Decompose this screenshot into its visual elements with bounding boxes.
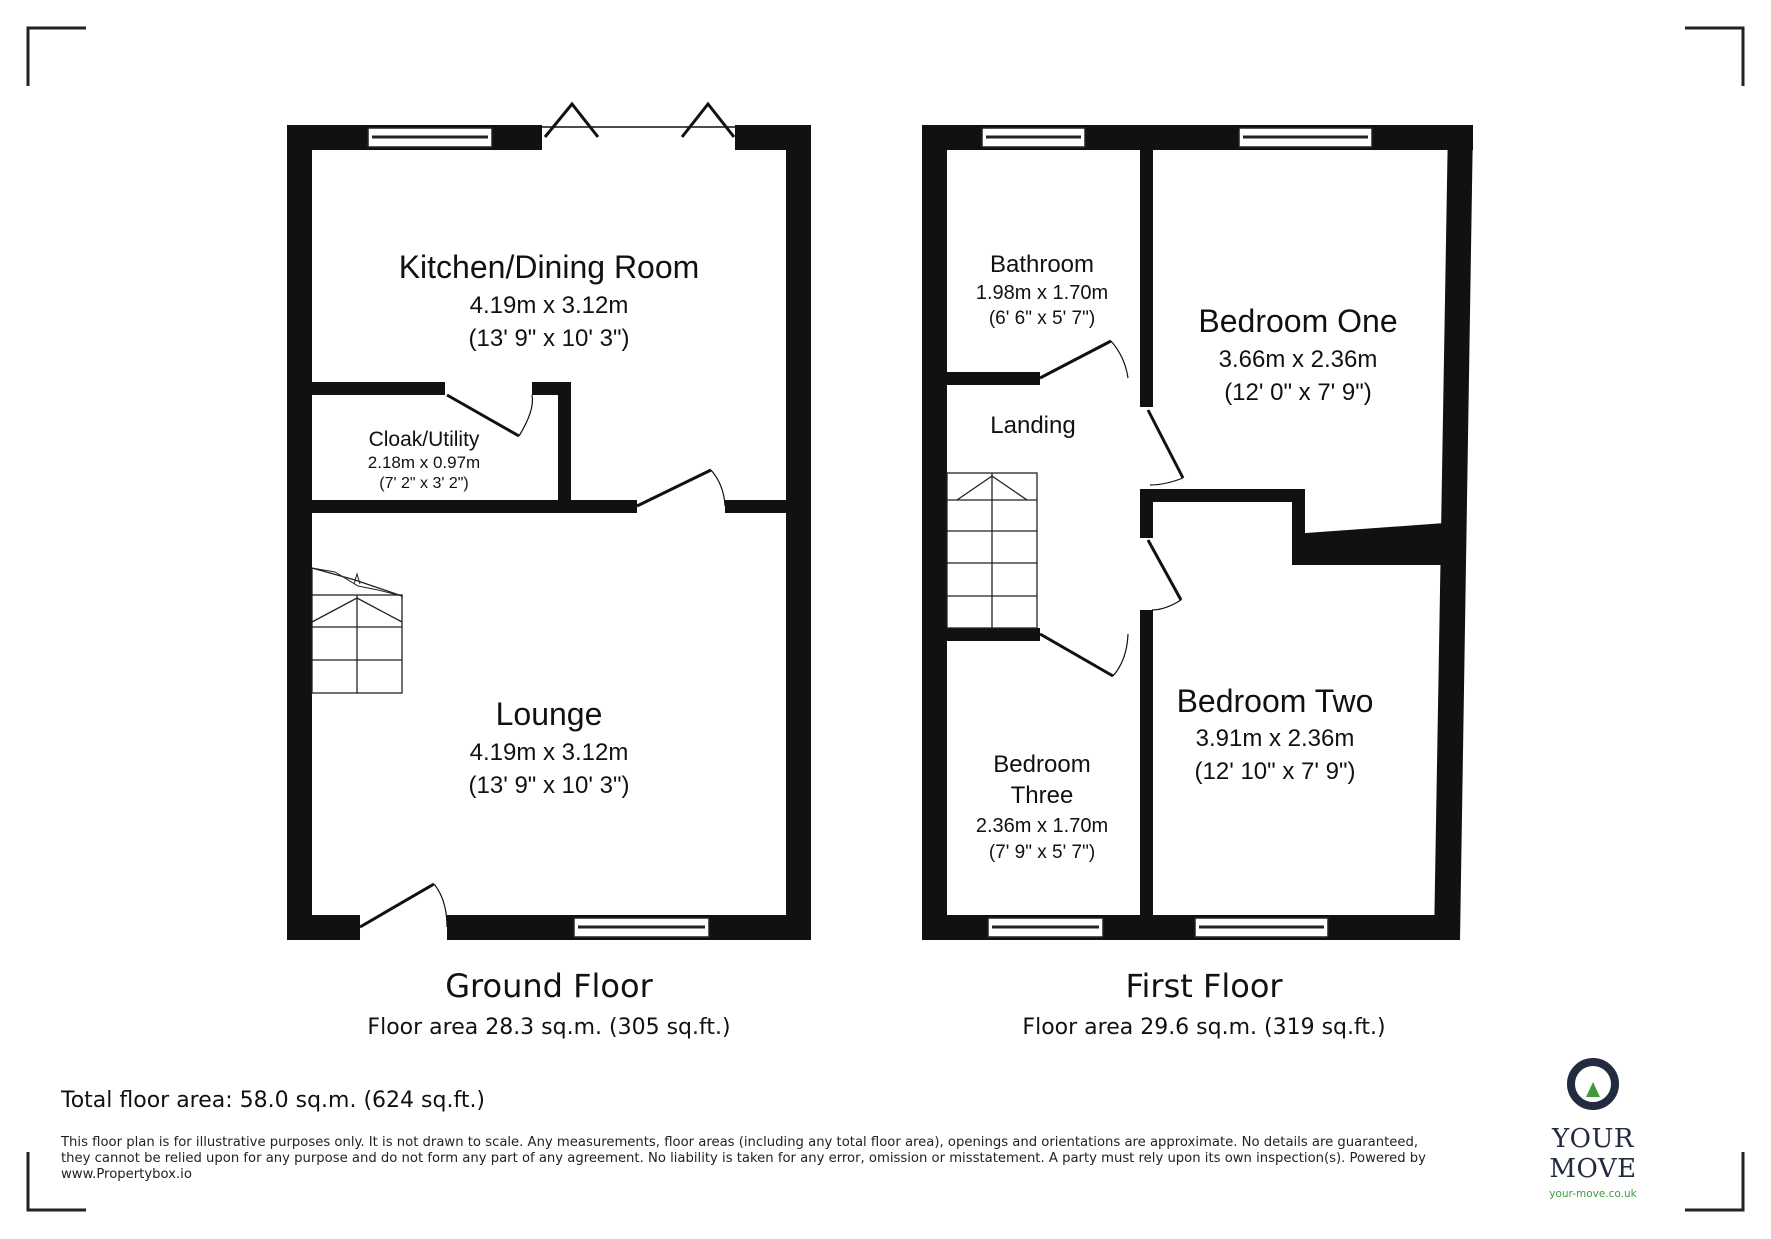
ground-floor-walls bbox=[287, 125, 811, 940]
first-floor-plan bbox=[922, 125, 1473, 1040]
first-floor-title: First Floor bbox=[1125, 967, 1283, 1005]
bedroom-one-name: Bedroom One bbox=[1198, 303, 1398, 339]
first-floor-area: Floor area 29.6 sq.m. (319 sq.ft.) bbox=[1022, 1015, 1386, 1040]
bedroom-three-name-line2: Three bbox=[1010, 782, 1074, 809]
lounge-name: Lounge bbox=[495, 696, 603, 732]
bedroom-three-name-line1: Bedroom bbox=[993, 751, 1091, 778]
bedroom-one-imperial: (12' 0" x 7' 9") bbox=[1224, 379, 1372, 406]
cloak-name: Cloak/Utility bbox=[368, 428, 480, 451]
kitchen-name: Kitchen/Dining Room bbox=[398, 249, 700, 285]
bedroom-two-metric: 3.91m x 2.36m bbox=[1195, 725, 1355, 752]
bedroom-two-imperial: (12' 10" x 7' 9") bbox=[1194, 758, 1356, 785]
bathroom-imperial: (6' 6" x 5' 7") bbox=[988, 308, 1096, 329]
crop-marks bbox=[28, 28, 1743, 1210]
bedroom-two-name: Bedroom Two bbox=[1176, 683, 1374, 719]
logo-url: your-move.co.uk bbox=[1549, 1188, 1637, 1200]
ground-floor-title: Ground Floor bbox=[445, 967, 653, 1005]
kitchen-imperial: (13' 9" x 10' 3") bbox=[468, 325, 630, 352]
french-doors bbox=[542, 104, 735, 137]
logo-ring-icon bbox=[1564, 1055, 1622, 1113]
first-floor-stairs bbox=[947, 473, 1037, 628]
lounge-imperial: (13' 9" x 10' 3") bbox=[468, 772, 630, 799]
landing-name: Landing bbox=[990, 412, 1076, 439]
ground-floor-stairs bbox=[312, 568, 402, 693]
ground-floor-area: Floor area 28.3 sq.m. (305 sq.ft.) bbox=[367, 1015, 731, 1040]
disclaimer-text: This floor plan is for illustrative purposes only. It is not drawn to scale. Any measurements, floor areas (including any total floor area), openings and orientations are approximate. No details are guaranteed, they cannot be relied upon for any purpose and do not form any part of any agreement. No liability is taken for any error, omission or misstatement. A party must rely upon its own inspection(s). Powered by www.Propertybox.io bbox=[61, 1135, 1426, 1182]
cloak-metric: 2.18m x 0.97m bbox=[367, 453, 481, 472]
bedroom-three-metric: 2.36m x 1.70m bbox=[975, 815, 1109, 837]
logo-name: YOUR MOVE bbox=[1549, 1124, 1637, 1184]
total-floor-area: Total floor area: 58.0 sq.m. (624 sq.ft.) bbox=[61, 1088, 486, 1113]
bathroom-name: Bathroom bbox=[989, 251, 1095, 278]
bedroom-three-imperial: (7' 9" x 5' 7") bbox=[988, 842, 1096, 863]
kitchen-metric: 4.19m x 3.12m bbox=[469, 292, 629, 319]
first-floor-doors bbox=[1040, 341, 1183, 676]
your-move-logo bbox=[1508, 1055, 1678, 1200]
bedroom-one-metric: 3.66m x 2.36m bbox=[1218, 346, 1378, 373]
lounge-metric: 4.19m x 3.12m bbox=[469, 739, 629, 766]
ground-floor-plan bbox=[287, 104, 811, 1040]
cloak-imperial: (7' 2" x 3' 2") bbox=[379, 475, 469, 492]
bathroom-metric: 1.98m x 1.70m bbox=[975, 282, 1109, 304]
